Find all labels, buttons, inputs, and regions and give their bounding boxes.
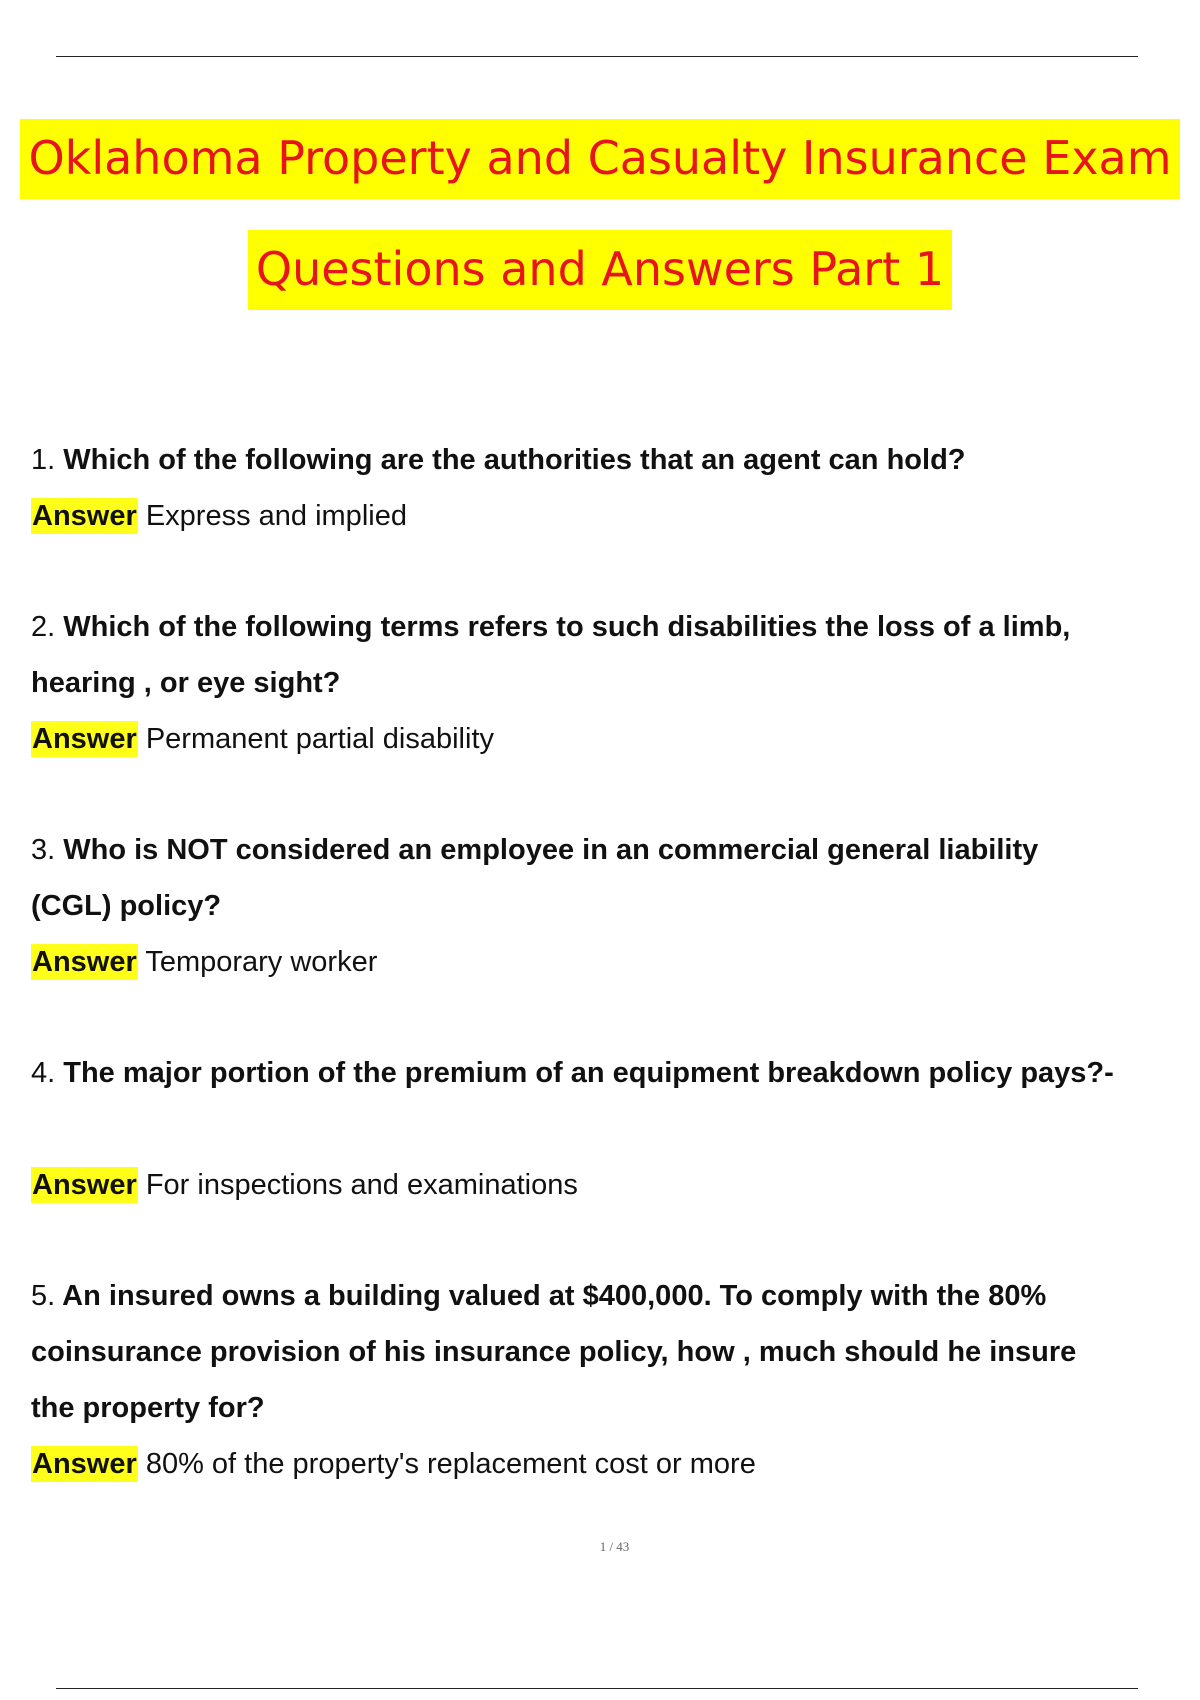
document-title-line-2 (0, 242, 1200, 296)
question-text-line-2: hearing , or eye sight? (31, 667, 341, 699)
answer-row-4 (31, 1157, 1181, 1213)
qa-item-5 (31, 1268, 1181, 1492)
spacer (31, 1101, 1181, 1157)
bottom-rule (56, 1688, 1138, 1689)
question-text-line-3: the property for? (31, 1392, 265, 1424)
question-2 (31, 599, 1181, 711)
question-text-line-1: Who is NOT considered an employee in an commercial general liability (63, 834, 1039, 866)
answer-label: Answer (32, 1448, 137, 1480)
question-number: 3. (31, 834, 56, 866)
question-text-line-2: coinsurance provision of his insurance policy, how , much should he insure (31, 1336, 1077, 1368)
answer-text: Temporary worker (145, 946, 378, 978)
answer-text: For inspections and examinations (145, 1169, 578, 1201)
question-3 (31, 822, 1181, 934)
page-number: 1 / 43 (599, 1539, 630, 1554)
question-text: The major portion of the premium of an equipment breakdown policy pays?- (63, 1057, 1114, 1089)
answer-label: Answer (32, 500, 137, 532)
question-1 (31, 432, 1181, 488)
answer-label: Answer (32, 946, 137, 978)
question-4 (31, 1045, 1181, 1101)
answer-text: Permanent partial disability (145, 723, 494, 755)
answer-label: Answer (32, 723, 137, 755)
question-number: 1. (31, 444, 56, 476)
title-highlight-2: Questions and Answers Part 1 (248, 230, 952, 310)
answer-row-5 (31, 1436, 1181, 1492)
title-highlight-1: Oklahoma Property and Casualty Insurance Exam (20, 119, 1179, 199)
answer-row-2 (31, 711, 1181, 767)
question-text: Which of the following are the authorities that an agent can hold? (63, 444, 966, 476)
answer-text: 80% of the property's replacement cost or more (145, 1448, 756, 1480)
question-text-line-1: Which of the following terms refers to such disabilities the loss of a limb, (63, 611, 1071, 643)
qa-item-4 (31, 1045, 1181, 1213)
question-number: 5. (31, 1280, 56, 1312)
top-rule (56, 56, 1138, 57)
answer-label: Answer (32, 1169, 137, 1201)
answer-text: Express and implied (145, 500, 407, 532)
question-5 (31, 1268, 1181, 1436)
question-number: 2. (31, 611, 56, 643)
qa-item-3 (31, 822, 1181, 990)
qa-item-2 (31, 599, 1181, 767)
qa-item-1 (31, 432, 1181, 544)
answer-row-1 (31, 488, 1181, 544)
document-title-line-1 (0, 131, 1200, 185)
question-text-line-2: (CGL) policy? (31, 890, 222, 922)
question-text-line-1: An insured owns a building valued at $400,000. To comply with the 80% (62, 1280, 1047, 1312)
answer-row-3 (31, 934, 1181, 990)
question-number: 4. (31, 1057, 56, 1089)
